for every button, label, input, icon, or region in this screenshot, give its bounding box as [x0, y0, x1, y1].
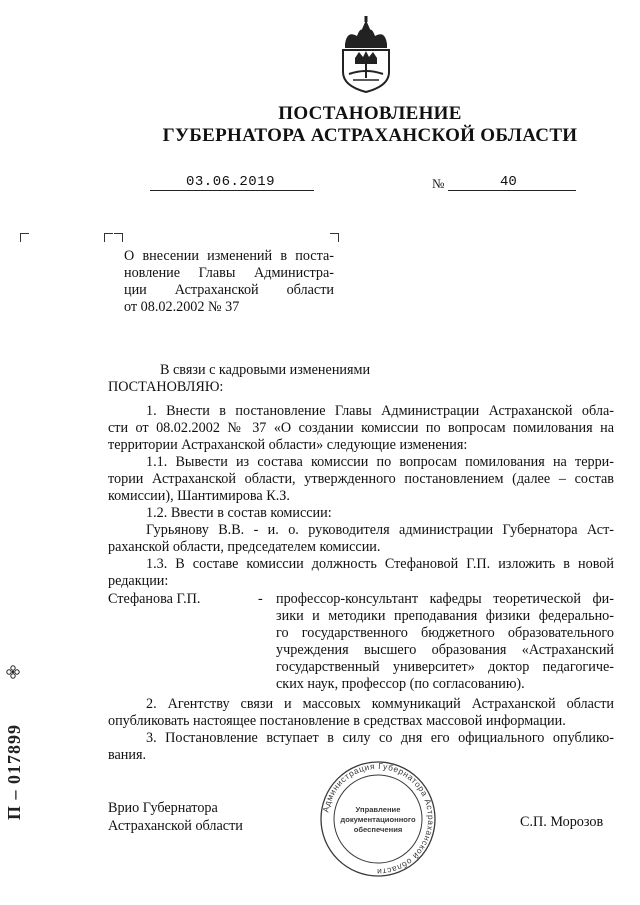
subject-inner-bracket [114, 233, 123, 242]
member-description-line: го государственного бюджетного образовательного [276, 625, 614, 641]
signatory-name: С.П. Морозов [520, 814, 604, 830]
margin-serial [0, 0, 26, 905]
subject-line: О внесении изменений в поста- [124, 248, 334, 264]
paragraph-1-2-line: раханской области, председателем комиссии. [108, 539, 381, 555]
stamp-center-line: обеспечения [353, 825, 403, 834]
paragraph-3-line: 3. Постановление вступает в силу со дня его официального опублико- [146, 730, 614, 746]
subject-right-bracket [330, 233, 339, 242]
member-description-line: ских наук, профессор (по согласованию). [276, 676, 525, 692]
paragraph-1-line: сти от 08.02.2002 № 37 «О создании комиссии по вопросам помилования на [108, 420, 614, 436]
coat-of-arms-emblem [335, 14, 397, 94]
intro-text: В связи с кадровыми изменениями [160, 362, 371, 378]
subject-line: от 08.02.2002 № 37 [124, 299, 240, 315]
paragraph-1-3-line: редакции: [108, 573, 169, 589]
member-description-line: профессор-консультант кафедры теоретической фи- [276, 591, 614, 607]
subject-left-bracket [104, 233, 113, 242]
paragraph-2-line: опубликовать настоящее постановление в средствах массовой информации. [108, 713, 566, 729]
document-date: 03.06.2019 [186, 174, 276, 190]
stamp-ring-text: Администрация Губернатора Астраханской области [320, 760, 437, 878]
paragraph-1-1-line: тории Астраханской области, утвержденного постановлением (далее – состав [108, 471, 614, 487]
member-name: Стефанова Г.П. [108, 591, 201, 607]
serial-number: П – 017899 [4, 723, 24, 820]
member-description-line: учреждения высшего образования «Астраханский [276, 642, 614, 658]
stamp-center-line: документационного [340, 815, 416, 824]
paragraph-3-line: вания. [108, 747, 147, 763]
document-number: 40 [500, 174, 517, 190]
paragraph-1-1-line: комиссии), Шантимирова К.З. [108, 488, 290, 504]
signatory-position-line: Врио Губернатора [108, 800, 218, 816]
member-dash: - [258, 591, 263, 607]
member-description-line: зики и методики преподавания физики федерально- [276, 608, 614, 624]
flower-mark-icon [7, 666, 19, 678]
subject-line: ции Астраханской области [124, 282, 334, 298]
subject-line: новление Главы Администра- [124, 265, 334, 281]
stamp-center-line: Управление [355, 805, 401, 814]
paragraph-1-1-line: 1.1. Вывести из состава комиссии по вопросам помилования на терри- [146, 454, 614, 470]
member-description-line: государственный университет» доктор педагогиче- [276, 659, 614, 675]
paragraph-1-2: 1.2. Ввести в состав комиссии: [146, 505, 332, 521]
paragraph-1-2-line: Гурьянову В.В. - и. о. руководителя администрации Губернатора Аст- [146, 522, 614, 538]
date-underline [150, 190, 314, 191]
signatory-position-line: Астраханской области [108, 818, 243, 834]
number-underline [448, 190, 576, 191]
paragraph-2-line: 2. Агентству связи и массовых коммуникаций Астраханской области [146, 696, 614, 712]
office-stamp [314, 760, 442, 878]
paragraph-1-line: территории Астраханской области» следующие изменения: [108, 437, 468, 453]
paragraph-1-3-line: 1.3. В составе комиссии должность Стефановой Г.П. изложить в новой [146, 556, 614, 572]
document-subject [124, 248, 334, 316]
paragraph-1-line: 1. Внести в постановление Главы Администрации Астраханской обла- [146, 403, 614, 419]
document-title: ПОСТАНОВЛЕНИЕ [278, 103, 462, 124]
number-sign: № [432, 176, 445, 191]
decree-word: ПОСТАНОВЛЯЮ: [108, 379, 224, 395]
issuer-title: ГУБЕРНАТОРА АСТРАХАНСКОЙ ОБЛАСТИ [162, 125, 578, 146]
